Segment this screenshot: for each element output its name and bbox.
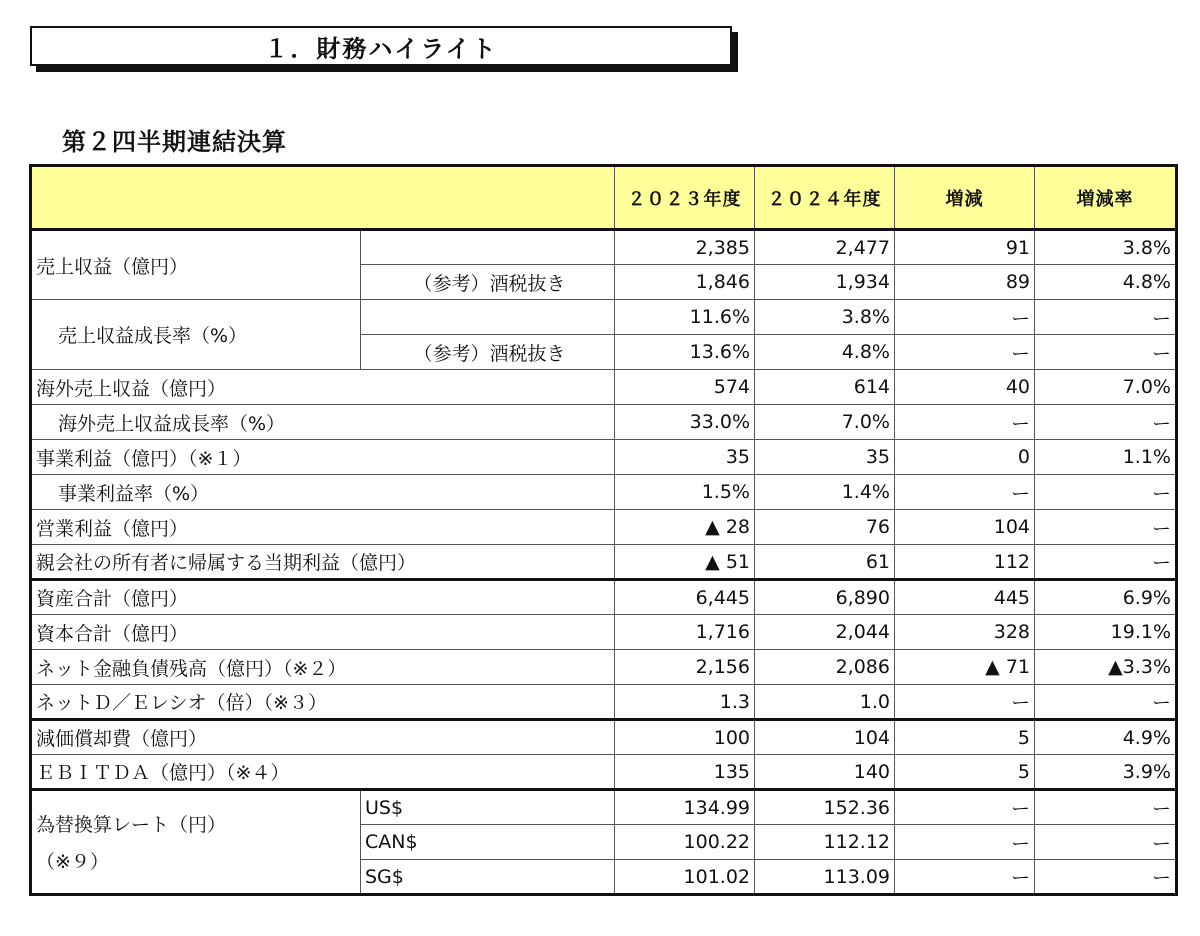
fx-currency-sgd: SG$: [361, 860, 615, 895]
col-header-change: 増減: [895, 166, 1035, 230]
row-label-net-debt: ネット金融負債残高（億円）（※２）: [31, 650, 615, 685]
row-label-revenue-ex-tax: （参考）酒税抜き: [361, 265, 615, 300]
cell: ー: [895, 790, 1035, 825]
cell: 152.36: [755, 790, 895, 825]
cell: 100.22: [615, 825, 755, 860]
cell: 328: [895, 615, 1035, 650]
cell: ー: [1035, 300, 1177, 335]
cell: 1.0: [755, 685, 895, 720]
col-header-2024: ２０２４年度: [755, 166, 895, 230]
row-label-overseas-growth: 海外売上収益成長率（%）: [31, 405, 615, 440]
cell: ▲ 28: [615, 510, 755, 545]
cell: ー: [895, 860, 1035, 895]
cell: 101.02: [615, 860, 755, 895]
row-label-total-assets: 資産合計（億円）: [31, 580, 615, 615]
table-row: [31, 230, 1177, 265]
table-row: [31, 545, 1177, 580]
table-row: [31, 755, 1177, 790]
header-blank: [31, 166, 615, 230]
cell: 4.8%: [1035, 265, 1177, 300]
cell: 2,086: [755, 650, 895, 685]
cell: 13.6%: [615, 335, 755, 370]
row-label-de-ratio: ネットＤ／Ｅレシオ（倍）（※３）: [31, 685, 615, 720]
row-label-business-margin: 事業利益率（%）: [31, 475, 615, 510]
cell: 6,890: [755, 580, 895, 615]
cell: 2,156: [615, 650, 755, 685]
cell: ー: [1035, 405, 1177, 440]
cell: 614: [755, 370, 895, 405]
cell: ー: [1035, 510, 1177, 545]
cell: ー: [1035, 545, 1177, 580]
cell: 1,934: [755, 265, 895, 300]
cell: 61: [755, 545, 895, 580]
cell: ー: [895, 335, 1035, 370]
cell: 33.0%: [615, 405, 755, 440]
cell: 6.9%: [1035, 580, 1177, 615]
table-row: [31, 615, 1177, 650]
cell: ー: [1035, 860, 1177, 895]
cell: 2,477: [755, 230, 895, 265]
row-label-growth: 売上収益成長率（%）: [31, 300, 361, 370]
cell: 7.0%: [755, 405, 895, 440]
row-label-fx: [31, 790, 361, 895]
table-row: [31, 440, 1177, 475]
cell: 91: [895, 230, 1035, 265]
cell: 112: [895, 545, 1035, 580]
cell: 3.8%: [755, 300, 895, 335]
cell: 89: [895, 265, 1035, 300]
cell: ー: [1035, 685, 1177, 720]
table-row: [31, 790, 1177, 825]
cell: ー: [895, 475, 1035, 510]
cell: 1,846: [615, 265, 755, 300]
cell: 11.6%: [615, 300, 755, 335]
financial-table: [29, 164, 1178, 896]
row-label-net-profit: 親会社の所有者に帰属する当期利益（億円）: [31, 545, 615, 580]
fx-note: （※９）: [36, 851, 109, 873]
cell: 4.9%: [1035, 720, 1177, 755]
cell: 135: [615, 755, 755, 790]
table-header-row: [31, 166, 1177, 230]
cell: 1.4%: [755, 475, 895, 510]
section-title: １．財務ハイライト: [30, 26, 732, 66]
cell: ー: [1035, 825, 1177, 860]
cell: ー: [895, 685, 1035, 720]
cell: 104: [895, 510, 1035, 545]
row-label-ebitda: ＥＢＩＴＤＡ（億円）（※４）: [31, 755, 615, 790]
cell: ー: [1035, 335, 1177, 370]
cell: 76: [755, 510, 895, 545]
cell: 3.8%: [1035, 230, 1177, 265]
cell: 2,385: [615, 230, 755, 265]
cell: 19.1%: [1035, 615, 1177, 650]
cell: 6,445: [615, 580, 755, 615]
cell: 1.5%: [615, 475, 755, 510]
cell: ▲ 71: [895, 650, 1035, 685]
page-subtitle: 第２四半期連結決算: [62, 128, 287, 156]
table-row: [31, 510, 1177, 545]
table-row: [31, 405, 1177, 440]
cell: ー: [1035, 790, 1177, 825]
cell: ▲3.3%: [1035, 650, 1177, 685]
row-label-growth-ex-tax: （参考）酒税抜き: [361, 335, 615, 370]
cell: ー: [895, 300, 1035, 335]
fx-currency-cad: CAN$: [361, 825, 615, 860]
cell: 35: [615, 440, 755, 475]
row-label-depreciation: 減価償却費（億円）: [31, 720, 615, 755]
cell: 574: [615, 370, 755, 405]
row-label-total-equity: 資本合計（億円）: [31, 615, 615, 650]
cell: ー: [895, 405, 1035, 440]
cell: 35: [755, 440, 895, 475]
row-label-overseas: 海外売上収益（億円）: [31, 370, 615, 405]
cell: 40: [895, 370, 1035, 405]
col-header-change-rate: 増減率: [1035, 166, 1177, 230]
cell: 5: [895, 755, 1035, 790]
fx-currency-usd: US$: [361, 790, 615, 825]
cell: 5: [895, 720, 1035, 755]
col-header-2023: ２０２３年度: [615, 166, 755, 230]
cell: 4.8%: [755, 335, 895, 370]
cell: ー: [895, 825, 1035, 860]
cell: 2,044: [755, 615, 895, 650]
cell: 7.0%: [1035, 370, 1177, 405]
fx-label: 為替換算レート（円）: [36, 814, 227, 836]
table-row: [31, 580, 1177, 615]
table-row: [31, 650, 1177, 685]
cell: 0: [895, 440, 1035, 475]
cell: 1.1%: [1035, 440, 1177, 475]
cell: 1,716: [615, 615, 755, 650]
cell: ▲ 51: [615, 545, 755, 580]
cell: 113.09: [755, 860, 895, 895]
cell: 104: [755, 720, 895, 755]
cell: 134.99: [615, 790, 755, 825]
cell: 3.9%: [1035, 755, 1177, 790]
table-row: [31, 685, 1177, 720]
table-row: [31, 720, 1177, 755]
cell: 112.12: [755, 825, 895, 860]
table-row: [31, 370, 1177, 405]
cell: 1.3: [615, 685, 755, 720]
cell: 100: [615, 720, 755, 755]
cell: 445: [895, 580, 1035, 615]
table-row: [31, 475, 1177, 510]
row-label-revenue: 売上収益（億円）: [31, 230, 361, 300]
cell: 140: [755, 755, 895, 790]
row-label-business-profit: 事業利益（億円）（※１）: [31, 440, 615, 475]
table-row: [31, 300, 1177, 335]
row-label-operating-profit: 営業利益（億円）: [31, 510, 615, 545]
cell: ー: [1035, 475, 1177, 510]
